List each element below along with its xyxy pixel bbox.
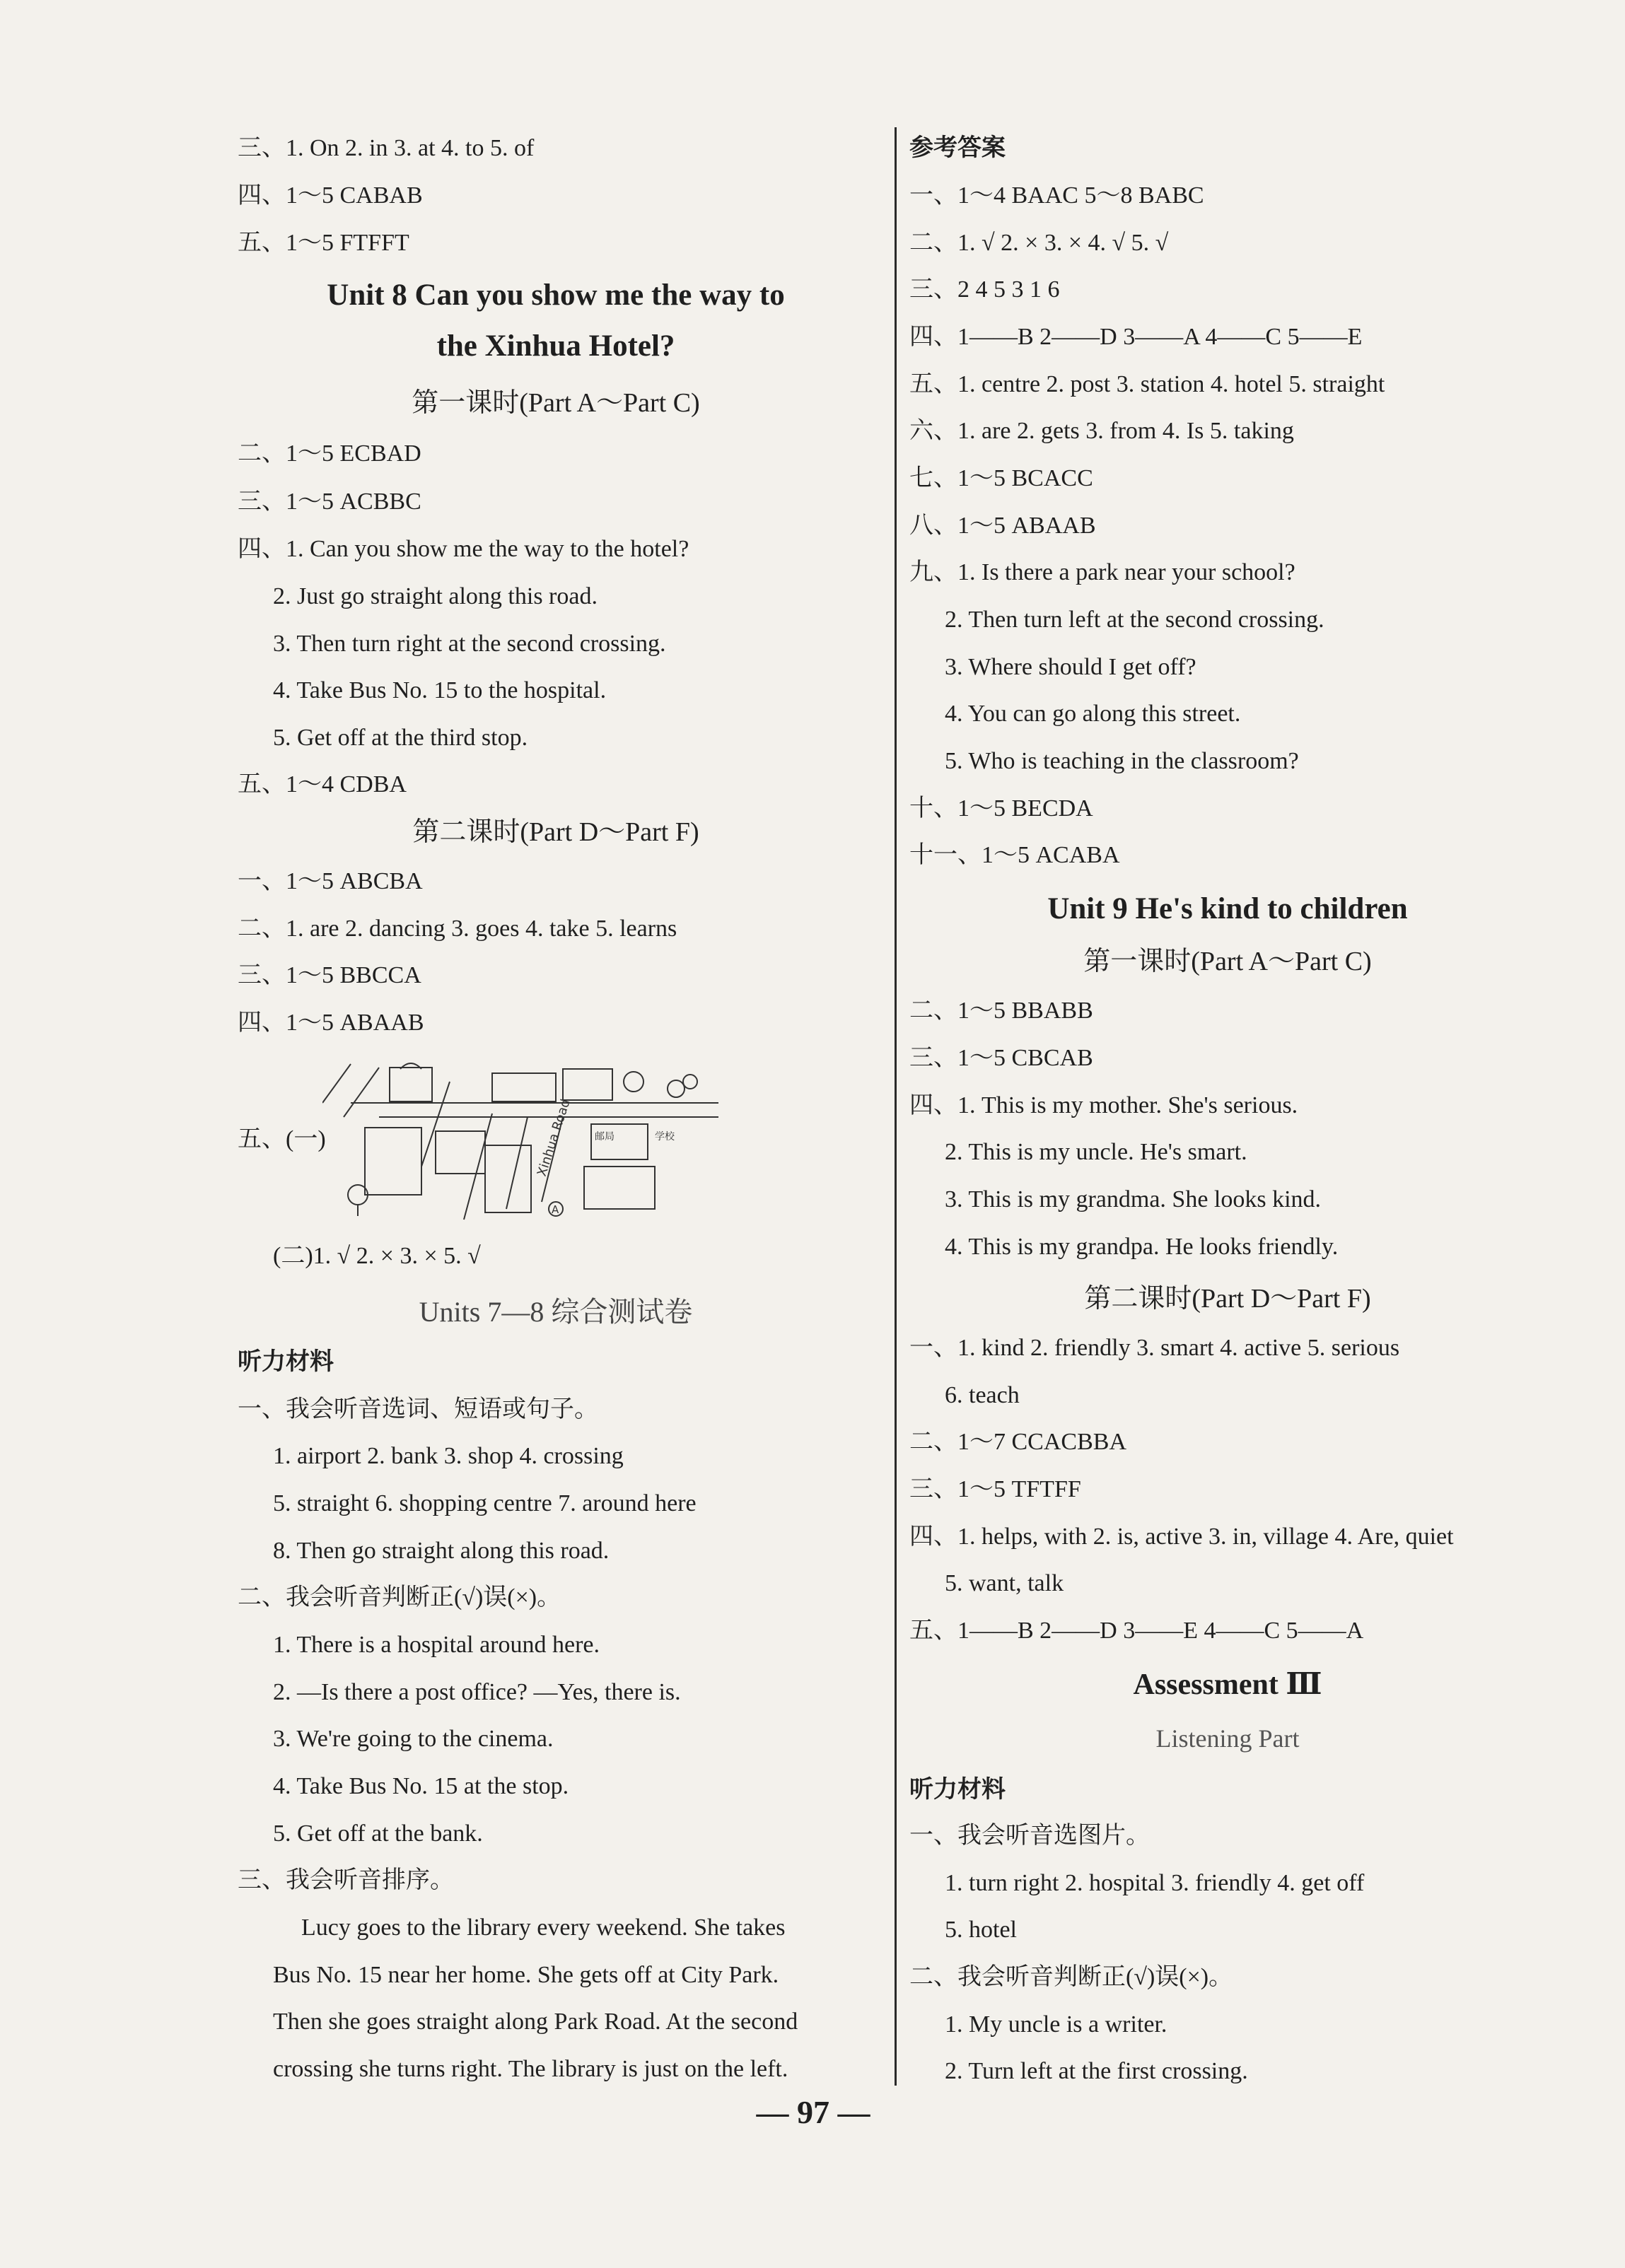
question-line: 5. Get off at the bank.: [273, 1820, 483, 1847]
answer-line: 二、1～5 BBABB: [909, 998, 1093, 1024]
answer-line: 3. Then turn right at the second crossing.: [273, 631, 666, 657]
question-line: 2. Turn left at the first crossing.: [945, 2058, 1248, 2084]
answer-line: 九、1. Is there a park near your school?: [909, 559, 1295, 585]
answer-line: 2. This is my uncle. He's smart.: [945, 1139, 1247, 1165]
answer-line: 3. This is my grandma. She looks kind.: [945, 1186, 1322, 1212]
answer-line: 一、1～5 ABCBA: [238, 868, 423, 894]
answer-line: 二、1. are 2. dancing 3. goes 4. take 5. learns: [238, 916, 677, 942]
answer-line: 二、1～7 CCACBBA: [909, 1429, 1126, 1455]
answer-line: 一、1. kind 2. friendly 3. smart 4. active 5. serious: [909, 1335, 1400, 1361]
answer-line: 二、1. √ 2. × 3. × 4. √ 5. √: [909, 230, 1169, 256]
answer-line: 三、1. On 2. in 3. at 4. to 5. of: [238, 135, 535, 161]
section-heading: 听力材料: [909, 1777, 1006, 1803]
answer-line: 五、1——B 2——D 3——E 4——C 5——A: [909, 1618, 1364, 1644]
lesson-heading: 第二课时(Part D～Part F): [412, 817, 699, 847]
answer-line: 一、1～4 BAAC 5～8 BABC: [909, 182, 1204, 209]
answer-line: 6. teach: [945, 1382, 1020, 1408]
passage-line: crossing she turns right. The library is just on the left.: [273, 2056, 788, 2082]
answer-line: 2. Then turn left at the second crossing.: [945, 607, 1324, 633]
answer-line: 五、1～4 CDBA: [238, 771, 407, 797]
answer-line: 三、1～5 CBCAB: [909, 1045, 1093, 1071]
answer-line: 十、1～5 BECDA: [909, 795, 1093, 822]
answer-line: 四、1～5 ABAAB: [238, 1010, 424, 1036]
svg-text:A: A: [552, 1203, 559, 1216]
answer-line: 七、1～5 BCACC: [909, 465, 1093, 491]
answer-line: 三、1～5 BBCCA: [238, 962, 421, 988]
question-line: 5. straight 6. shopping centre 7. around here: [273, 1490, 697, 1516]
question-line: 4. Take Bus No. 15 at the stop.: [273, 1773, 569, 1799]
question-line: 一、我会听音选词、短语或句子。: [238, 1396, 598, 1422]
question-line: 1. turn right 2. hospital 3. friendly 4. get off: [945, 1870, 1365, 1896]
section-heading: 参考答案: [909, 135, 1006, 161]
column-divider: [895, 127, 897, 2086]
question-line: 三、我会听音排序。: [238, 1867, 454, 1893]
answer-line: 5. want, talk: [945, 1570, 1064, 1596]
svg-text:学校: 学校: [655, 1131, 675, 1142]
question-line: 1. There is a hospital around here.: [273, 1632, 600, 1658]
lesson-heading: 第一课时(Part A～Part C): [412, 388, 700, 418]
lesson-heading: 第二课时(Part D～Part F): [1084, 1284, 1371, 1314]
answer-line: 三、1～5 TFTFF: [909, 1476, 1081, 1502]
svg-text:Xinhua Road: Xinhua Road: [534, 1097, 573, 1179]
answer-line: 五、(一): [238, 1126, 326, 1152]
answer-line: 四、1. helps, with 2. is, active 3. in, village 4. Are, quiet: [909, 1524, 1454, 1550]
question-line: 5. hotel: [945, 1917, 1017, 1943]
answer-line: 5. Get off at the third stop.: [273, 725, 528, 751]
passage-line: Then she goes straight along Park Road. At the second: [273, 2009, 798, 2035]
section-heading: 听力材料: [238, 1349, 334, 1375]
question-line: 二、我会听音判断正(√)误(×)。: [238, 1584, 561, 1611]
answer-line: 4. This is my grandpa. He looks friendly.: [945, 1234, 1339, 1260]
question-line: 1. airport 2. bank 3. shop 4. crossing: [273, 1443, 624, 1469]
question-line: 8. Then go straight along this road.: [273, 1538, 610, 1564]
question-line: 3. We're going to the cinema.: [273, 1726, 554, 1752]
question-line: 2. —Is there a post office? —Yes, there is.: [273, 1679, 681, 1705]
svg-text:邮局: 邮局: [595, 1131, 615, 1142]
page-number: — 97 —: [756, 2094, 870, 2130]
answer-line: 四、1——B 2——D 3——A 4——C 5——E: [909, 324, 1363, 350]
answer-line: 八、1～5 ABAAB: [909, 513, 1096, 539]
answer-line: 四、1. Can you show me the way to the hotel?: [238, 536, 689, 562]
answer-line: 四、1. This is my mother. She's serious.: [909, 1092, 1298, 1118]
unit-8-title: Unit 8 Can you show me the way to: [327, 279, 785, 312]
unit-9-title: Unit 9 He's kind to children: [1047, 892, 1408, 925]
answer-line: 三、2 4 5 3 1 6: [909, 276, 1060, 303]
assessment-title: Assessment Ⅲ: [1133, 1668, 1322, 1701]
answer-line: 2. Just go straight along this road.: [273, 583, 598, 609]
answer-line: (二)1. √ 2. × 3. × 5. √: [273, 1243, 481, 1269]
listening-part-title: Listening Part: [1155, 1724, 1300, 1753]
answer-line: 3. Where should I get off?: [945, 654, 1196, 680]
answer-line: 5. Who is teaching in the classroom?: [945, 748, 1299, 774]
answer-line: 五、1. centre 2. post 3. station 4. hotel 5. straight: [909, 371, 1385, 397]
answer-line: 四、1～5 CABAB: [238, 182, 423, 209]
passage-line: Lucy goes to the library every weekend. She takes: [301, 1915, 786, 1941]
answer-line: 二、1～5 ECBAD: [238, 440, 421, 467]
street-map-illustration: [322, 1060, 726, 1223]
passage-line: Bus No. 15 near her home. She gets off at City Park.: [273, 1962, 779, 1988]
lesson-heading: 第一课时(Part A～Part C): [1083, 947, 1372, 976]
answer-line: 五、1～5 FTFFT: [238, 230, 409, 256]
question-line: 一、我会听音选图片。: [909, 1823, 1150, 1849]
answer-line: 十一、1～5 ACABA: [909, 842, 1120, 868]
test-title: Units 7—8 综合测试卷: [419, 1296, 693, 1328]
answer-line: 4. Take Bus No. 15 to the hospital.: [273, 677, 607, 703]
unit-8-title-cont: the Xinhua Hotel?: [436, 329, 675, 363]
answer-line: 4. You can go along this street.: [945, 701, 1241, 727]
question-line: 二、我会听音判断正(√)误(×)。: [909, 1964, 1233, 1990]
answer-line: 六、1. are 2. gets 3. from 4. Is 5. taking: [909, 418, 1294, 444]
question-line: 1. My uncle is a writer.: [945, 2011, 1167, 2038]
answer-line: 三、1～5 ACBBC: [238, 489, 421, 515]
